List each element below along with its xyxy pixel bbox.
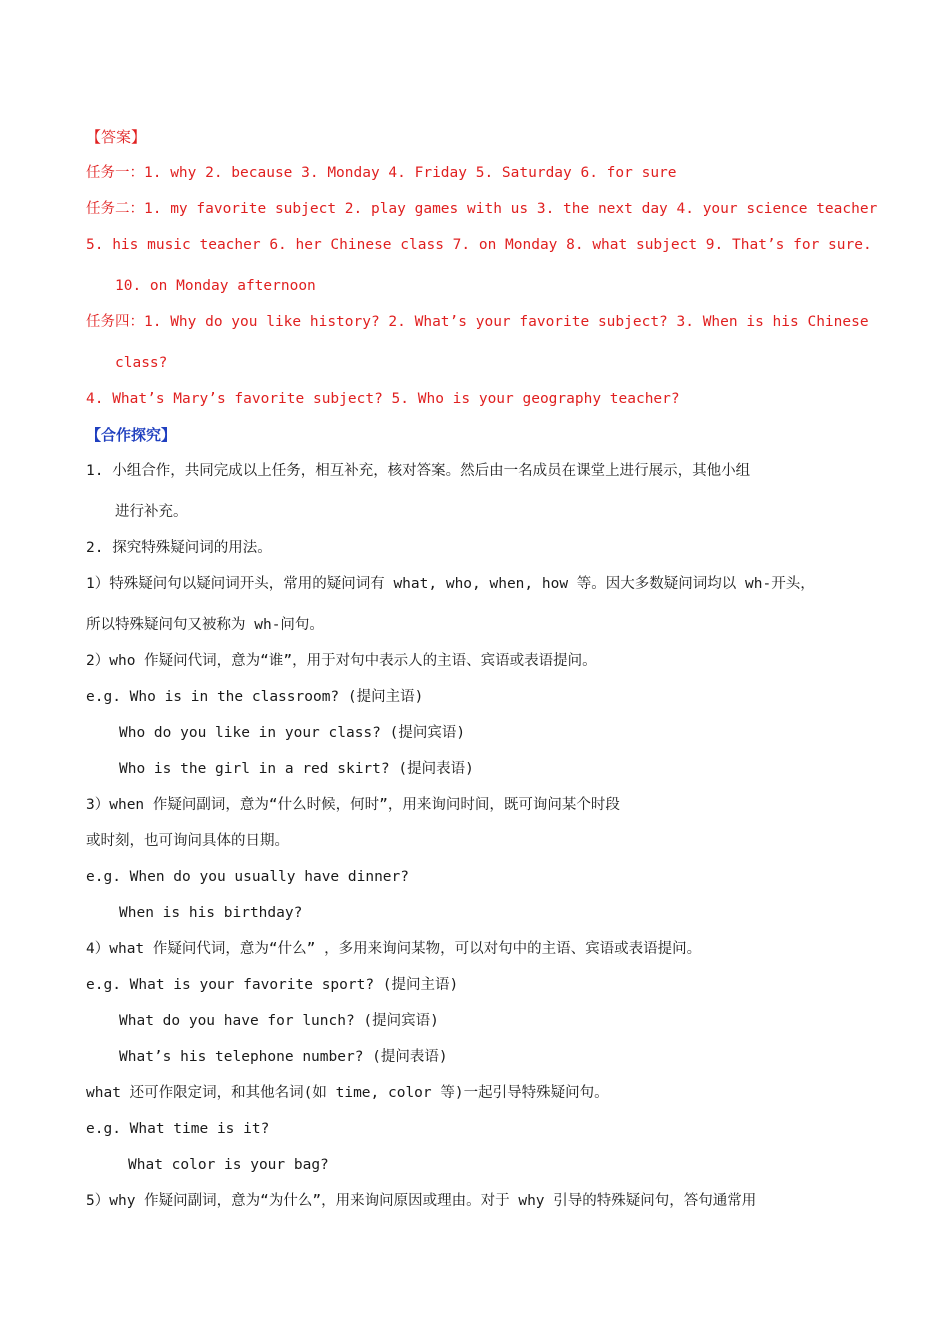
cooperation-heading: 【合作探究】	[86, 426, 177, 444]
answer-line: 任务二：1. my favorite subject 2. play games with us 3. the next day 4. your science teacher	[86, 201, 878, 217]
body-line: 2. 探究特殊疑问词的用法。	[86, 540, 272, 556]
answer-line: 4. What’s Mary’s favorite subject? 5. Who is your geography teacher?	[86, 391, 680, 407]
example-line: What color is your bag?	[128, 1157, 329, 1173]
body-line: 4）what 作疑问代词，意为“什么” ，多用来询问某物，可以对句中的主语、宾语或表语提问。	[86, 941, 702, 957]
example-line: e.g. What is your favorite sport? (提问主语)	[86, 977, 459, 993]
example-line: e.g. Who is in the classroom? (提问主语)	[86, 689, 424, 705]
example-line: Who do you like in your class? (提问宾语)	[119, 725, 466, 741]
body-line: 1. 小组合作，共同完成以上任务，相互补充，核对答案。然后由一名成员在课堂上进行展示，其他小组	[86, 463, 751, 479]
answer-line: class?	[115, 355, 168, 371]
example-line: e.g. When do you usually have dinner?	[86, 869, 410, 885]
example-line: When is his birthday?	[119, 905, 303, 921]
answer-heading: 【答案】	[86, 128, 147, 146]
example-line: What’s his telephone number? (提问表语)	[119, 1049, 448, 1065]
body-line: 或时刻，也可询问具体的日期。	[86, 833, 289, 849]
answer-line: 任务一：1. why 2. because 3. Monday 4. Friday 5. Saturday 6. for sure	[86, 165, 677, 181]
body-line: 3）when 作疑问副词，意为“什么时候，何时”，用来询问时间，既可询问某个时段	[86, 797, 620, 813]
example-line: e.g. What time is it?	[86, 1121, 270, 1137]
body-line: what 还可作限定词，和其他名词(如 time, color 等)一起引导特殊疑问句。	[86, 1085, 609, 1101]
example-line: What do you have for lunch? (提问宾语)	[119, 1013, 439, 1029]
body-line: 1）特殊疑问句以疑问词开头，常用的疑问词有 what, who, when, how 等。因大多数疑问词均以 wh-开头，	[86, 576, 815, 592]
example-line: Who is the girl in a red skirt? (提问表语)	[119, 761, 474, 777]
answer-line: 任务四：1. Why do you like history? 2. What’s your favorite subject? 3. When is his Chinese	[86, 314, 869, 330]
body-line: 所以特殊疑问句又被称为 wh-问句。	[86, 617, 324, 633]
answer-line: 10. on Monday afternoon	[115, 278, 316, 294]
answer-line: 5. his music teacher 6. her Chinese class 7. on Monday 8. what subject 9. That’s for sure.	[86, 237, 872, 253]
body-line: 5）why 作疑问副词，意为“为什么”，用来询问原因或理由。对于 why 引导的特殊疑问句，答句通常用	[86, 1193, 757, 1209]
body-line: 进行补充。	[115, 504, 188, 520]
body-line: 2）who 作疑问代词，意为“谁”，用于对句中表示人的主语、宾语或表语提问。	[86, 653, 597, 669]
